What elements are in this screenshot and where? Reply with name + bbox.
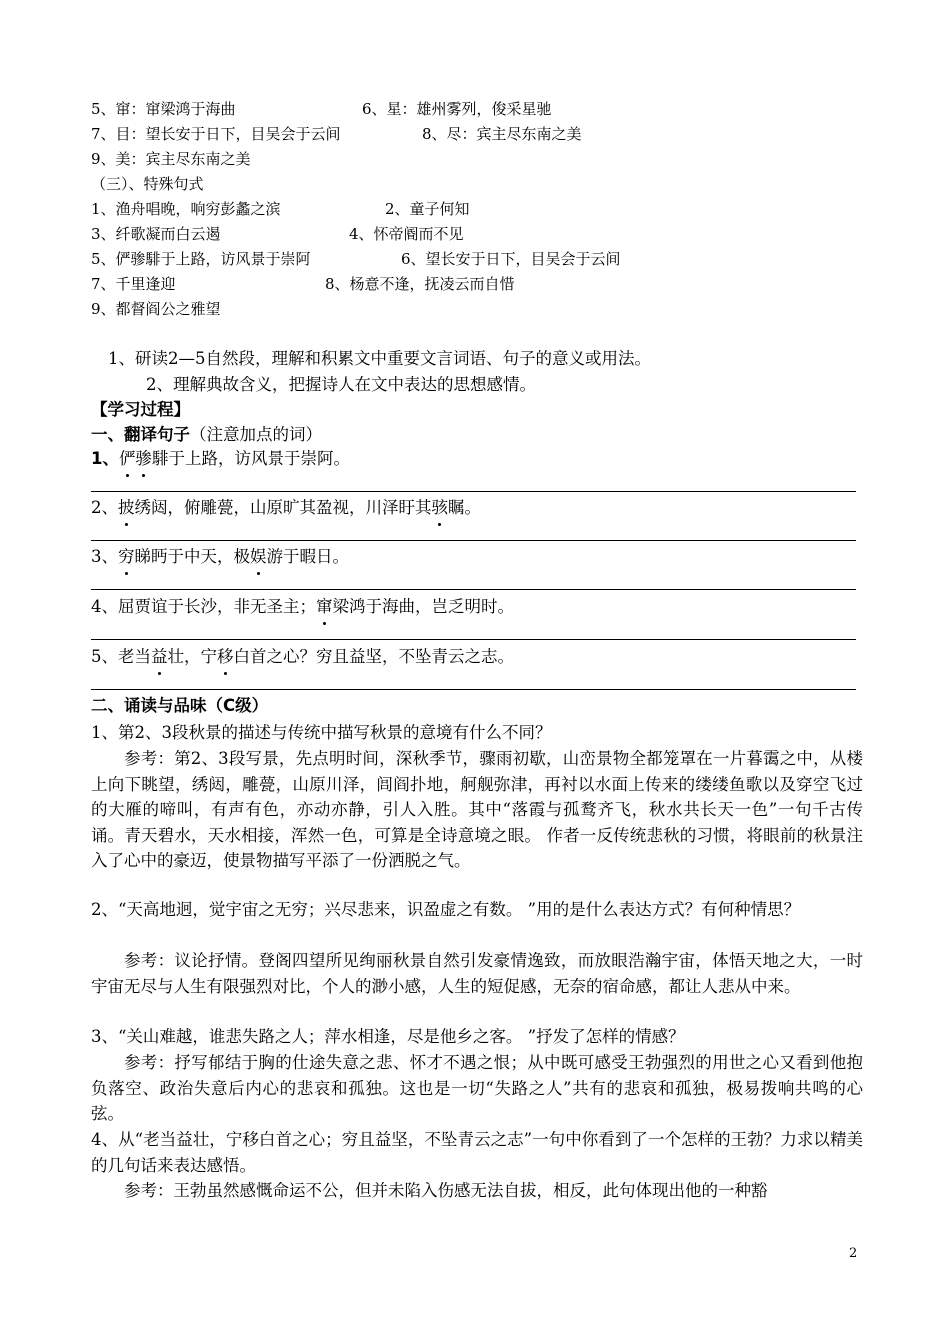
question-1: 1、第2、3段秋景的描述与传统中描写秋景的意境有什么不同？ [91, 723, 552, 742]
special-row [91, 249, 621, 269]
translate-sentence-3 [91, 545, 349, 569]
vocab-item: 8、尽：宾主尽东南之美 [422, 125, 582, 143]
answer-2: 参考：议论抒情。登阁四望所见绚丽秋景自然引发豪情逸致，而放眼浩瀚宇宙，体悟天地之大，一时宇宙无尽与人生有限强烈对比，个人的渺小感，人生的短促感，无奈的宿命感，都让人悲从中来。 [91, 951, 863, 996]
dotted-char: 俨 [119, 447, 136, 471]
sentence-text: 2、 [91, 498, 118, 517]
process-heading: 【学习过程】 [91, 400, 190, 419]
special-item: 4、怀帝阍而不见 [349, 225, 464, 243]
special-row [91, 274, 515, 294]
special-row [91, 224, 464, 244]
sentence-text: 梁鸿于海曲，岂乏明时。 [332, 597, 514, 616]
special-item: 6、望长安于日下，目吴会于云间 [401, 250, 621, 268]
answer-line [91, 689, 856, 690]
answer-1: 参考：第2、3段写景，先点明时间，深秋季节，骤雨初歇，山峦景物全都笼罩在一片暮霭之中，从楼上向下眺望，绣闼，雕甍，山原川泽，闾阎扑地，舸舰弥津，再衬以水面上传来的缕缕鱼歌以及穿空飞过的大雁的啼叫，有声有色，亦动亦静，引人入胜。其中“落霞与孤鹜齐飞，秋水共长天一色”一句千古传诵。青天碧水，天水相接，浑然一色，可算是全诗意境之眼。 作者一反传统悲秋的习惯，将眼前的秋景注入了心中的豪迈，使景物描写平添了一份洒脱之气。 [91, 749, 863, 871]
vocab-item: 7、目：望长安于日下，目吴会于云间 [91, 125, 341, 143]
translate-sentence-2 [91, 496, 481, 520]
sentence-text: 騑于上路，访风景于崇阿。 [151, 449, 350, 468]
special-item: 1、渔舟唱晚，响穷彭蠡之滨 [91, 200, 281, 218]
sentence-text: 4、屈贾谊于长沙，非无圣主； [91, 597, 316, 616]
dotted-char: 披 [118, 496, 135, 520]
sentence-text: 睇眄于中天，极 [134, 547, 250, 566]
sentence-text: 瞩。 [448, 498, 481, 517]
answer-line [91, 589, 856, 590]
sentence-text: 游于暇日。 [266, 547, 349, 566]
page-number: 2 [849, 1246, 858, 1261]
special-item: 7、千里逢迎 [91, 275, 176, 293]
special-item: 9、都督阎公之雅望 [91, 300, 221, 318]
dotted-char: 益 [151, 645, 168, 669]
dotted-char: 窜 [316, 595, 333, 619]
answer-4: 参考：王勃虽然感慨命运不公，但并未陷入伤感无法自拔，相反，此句体现出他的一种豁 [124, 1181, 768, 1200]
vocab-item: 9、美：宾主尽东南之美 [91, 150, 251, 168]
vocab-row [91, 124, 582, 144]
special-item: 3、纤歌凝而白云遏 [91, 225, 221, 243]
section-1-title: 一、翻译句子 [91, 425, 190, 444]
sentence-text: 绣闼，俯雕甍，山原旷其盈视，川泽盱其 [134, 498, 432, 517]
translate-sentence-5 [91, 645, 514, 669]
special-item: 5、俨骖騑于上路，访风景于崇阿 [91, 250, 311, 268]
special-row [91, 299, 221, 319]
answer-3: 参考：抒写郁结于胸的仕途失意之悲、怀才不遇之恨；从中既可感受王勃强烈的用世之心又看到他抱负落空、政治失意后内心的悲哀和孤独。这也是一切“失路之人”共有的悲哀和孤独，极易拨响共鸣的心弦。 [91, 1053, 863, 1124]
special-item: 8、杨意不逢，抚凌云而自惜 [325, 275, 515, 293]
section-1-note: （注意加点的词） [190, 425, 322, 444]
answer-line [91, 639, 856, 640]
sentence-number: 1、 [91, 449, 119, 468]
translate-sentence-4 [91, 595, 514, 619]
vocab-row [91, 149, 251, 169]
question-3: 3、“关山难越，谁悲失路之人；萍水相逢，尽是他乡之客。 ”抒发了怎样的情感？ [91, 1027, 685, 1046]
section-2-heading: 二、诵读与品味（C级） [91, 696, 269, 715]
vocab-row [91, 99, 552, 119]
special-item: 2、童子何知 [385, 200, 470, 218]
vocab-item: 5、窜：窜梁鸿于海曲 [91, 100, 236, 118]
section-1-heading [91, 423, 322, 447]
sentence-text: 白首之心？穷且益坚，不坠青云之志。 [233, 647, 514, 666]
dotted-char: 娱 [250, 545, 267, 569]
sentence-text: 3、 [91, 547, 118, 566]
answer-line [91, 491, 856, 492]
dotted-char: 穷 [118, 545, 135, 569]
sentence-text: 5、老当 [91, 647, 151, 666]
translate-sentence-1 [91, 447, 350, 471]
vocab-item: 6、星：雄州雾列，俊采星驰 [362, 100, 552, 118]
special-heading: （三）、特殊句式 [91, 175, 204, 193]
dotted-char: 骇 [432, 496, 449, 520]
goal-item: 1、研读2—5自然段，理解和积累文中重要文言词语、句子的意义或用法。 [108, 349, 651, 368]
question-2: 2、“天高地迥，觉宇宙之无穷；兴尽悲来，识盈虚之有数。 ”用的是什么表达方式？有何种情思？ [91, 900, 801, 919]
special-row [91, 199, 470, 219]
question-4: 4、从“老当益壮，宁移白首之心；穷且益坚，不坠青云之志”一句中你看到了一个怎样的王勃？力求以精美的几句话来表达感悟。 [91, 1130, 863, 1175]
goal-item: 2、理解典故含义，把握诗人在文中表达的思想感情。 [146, 375, 536, 394]
dotted-char: 移 [217, 645, 234, 669]
sentence-text: 壮，宁 [167, 647, 217, 666]
dotted-char: 骖 [135, 447, 152, 471]
answer-line [91, 540, 856, 541]
